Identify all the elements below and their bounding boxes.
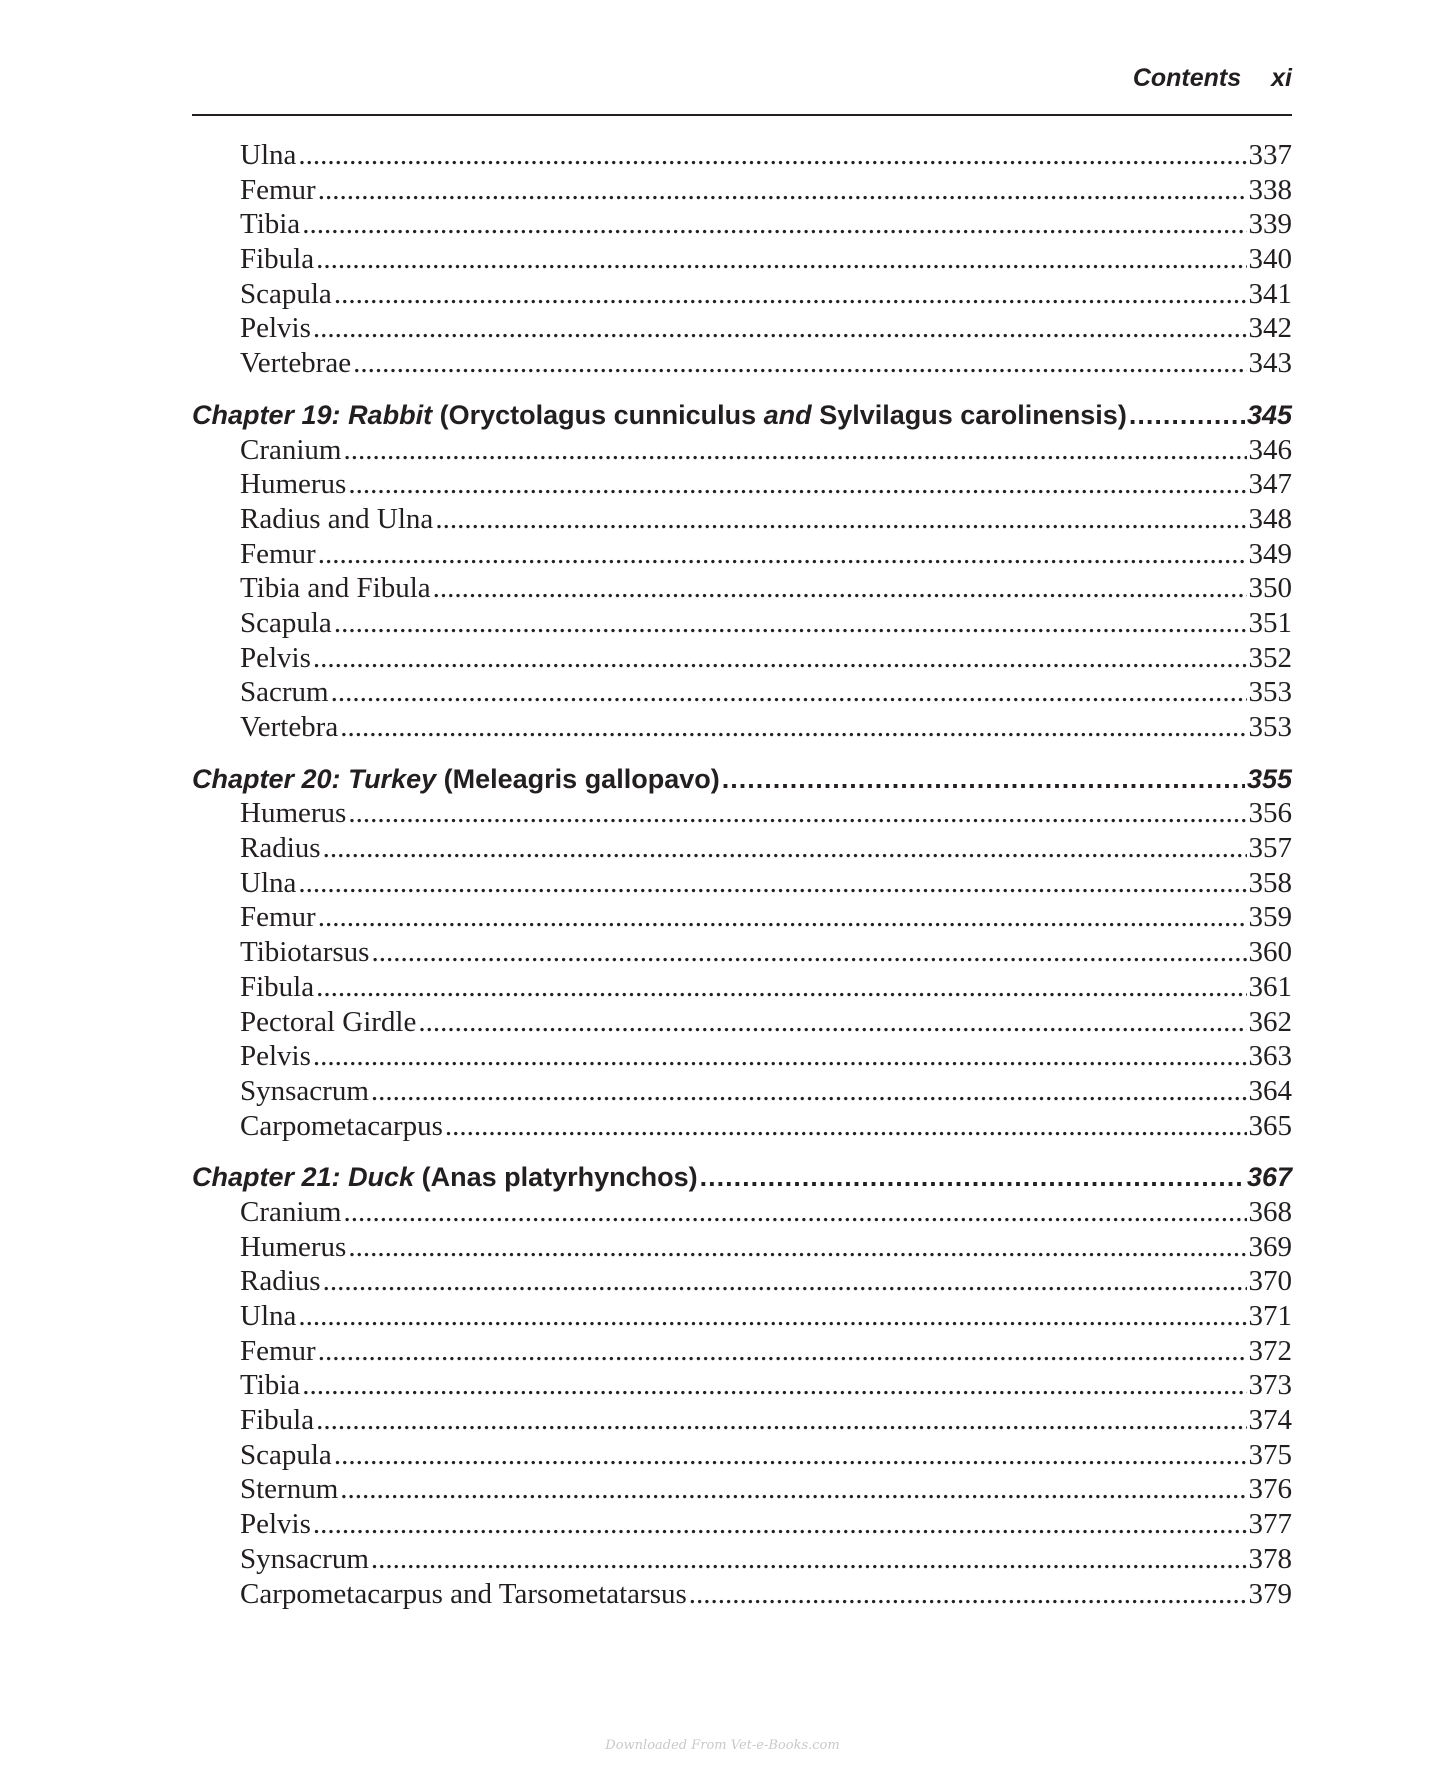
toc-entry-label: Scapula [240, 1438, 332, 1471]
chapter-heading[interactable] [192, 1160, 1292, 1195]
toc-entry-page-number: 349 [1248, 537, 1292, 570]
toc-entry-page-number: 368 [1248, 1195, 1292, 1228]
toc-entry-page-number: 339 [1248, 208, 1292, 241]
toc-entry[interactable] [192, 502, 1292, 537]
toc-entry-page-number: 369 [1248, 1230, 1292, 1263]
footer-watermark: Downloaded From Vet-e-Books.com [605, 1738, 840, 1753]
toc-entry[interactable] [192, 641, 1292, 676]
toc-entry-page-number: 343 [1248, 347, 1292, 380]
toc-entry-label: Pectoral Girdle [240, 1005, 417, 1038]
toc-entry[interactable] [192, 433, 1292, 468]
dot-leader [302, 207, 1246, 242]
toc-entry-label: Carpometacarpus [240, 1109, 443, 1142]
toc-entry-page-number: 363 [1248, 1040, 1292, 1073]
dot-leader [331, 675, 1247, 710]
toc-entry-label: Fibula [240, 970, 315, 1003]
toc-entry[interactable] [192, 831, 1292, 866]
dot-leader [334, 277, 1247, 312]
toc-entry-page-number: 347 [1248, 468, 1292, 501]
toc-entry-label: Femur [240, 901, 316, 934]
toc-entry-page-number: 378 [1248, 1542, 1292, 1575]
dot-leader [313, 1039, 1247, 1074]
toc-entry[interactable] [192, 1438, 1292, 1473]
toc-entry-page-number: 342 [1248, 312, 1292, 345]
chapter-name: Rabbit [348, 399, 433, 430]
dot-leader [433, 571, 1247, 606]
toc-entry[interactable] [192, 1472, 1292, 1507]
toc-entry-page-number: 372 [1248, 1334, 1292, 1367]
toc-entry-label: Pelvis [240, 312, 311, 345]
toc-entry[interactable] [192, 1577, 1292, 1612]
toc-entry-label: Sternum [240, 1473, 339, 1506]
toc-entry[interactable] [192, 242, 1292, 277]
toc-entry[interactable] [192, 1230, 1292, 1265]
toc-entry-page-number: 350 [1248, 572, 1292, 605]
toc-entry-page-number: 340 [1248, 243, 1292, 276]
toc-entry-label: Humerus [240, 468, 347, 501]
toc-entry[interactable] [192, 311, 1292, 346]
toc-entry-label: Vertebrae [240, 347, 352, 380]
toc-entry[interactable] [192, 1334, 1292, 1369]
toc-entry-label: Cranium [240, 433, 342, 466]
chapter-species-secondary: Sylvilagus carolinensis) [819, 399, 1127, 430]
toc-entry-label: Scapula [240, 606, 332, 639]
toc-entry-page-number: 356 [1248, 797, 1292, 830]
toc-entry-label: Vertebra [240, 711, 339, 743]
header-title: Contents [1132, 64, 1242, 92]
toc-entry-page-number: 374 [1248, 1404, 1292, 1437]
toc-entry-label: Radius [240, 1265, 321, 1298]
dot-leader [334, 606, 1247, 641]
toc-entry[interactable] [192, 675, 1292, 710]
dot-leader [318, 1334, 1247, 1369]
toc-entry[interactable] [192, 935, 1292, 970]
chapter-number: Chapter 20: [192, 763, 341, 794]
dot-leader [353, 346, 1246, 381]
chapter-species: (Oryctolagus cunniculus [439, 399, 757, 430]
toc-entry-page-number: 373 [1248, 1369, 1292, 1402]
dot-leader [371, 1542, 1247, 1577]
toc-entry[interactable] [192, 1403, 1292, 1438]
toc-entry-label: Pelvis [240, 1040, 311, 1073]
toc-entry[interactable] [192, 138, 1292, 173]
toc-entry-label: Tibia [240, 1369, 301, 1402]
header-page-number: xi [1271, 64, 1292, 92]
chapter-name: Duck [348, 1162, 415, 1193]
chapter-species: (Meleagris gallopavo) [443, 763, 720, 794]
toc-entry-page-number: 377 [1248, 1508, 1292, 1541]
dot-leader [298, 1299, 1246, 1334]
toc-entry-label: Fibula [240, 1404, 315, 1437]
dot-leader [371, 1074, 1247, 1109]
dot-leader [344, 1195, 1247, 1230]
toc-entry-label: Ulna [240, 139, 297, 171]
toc-entry[interactable] [192, 970, 1292, 1005]
toc-entry-label: Radius and Ulna [240, 502, 434, 535]
chapter-species: (Anas platyrhynchos) [421, 1162, 698, 1193]
dot-leader [313, 311, 1247, 346]
dot-leader [689, 1577, 1247, 1612]
toc-entry[interactable] [192, 277, 1292, 312]
toc-entry[interactable] [192, 606, 1292, 641]
toc-entry-label: Radius [240, 832, 321, 865]
dot-leader [318, 537, 1247, 572]
toc-entry-page-number: 370 [1248, 1265, 1292, 1298]
running-header [192, 64, 1292, 116]
dot-leader [298, 866, 1246, 901]
toc-entry[interactable] [192, 1264, 1292, 1299]
dot-leader [318, 173, 1247, 208]
toc-entry-page-number: 341 [1248, 277, 1292, 310]
dot-leader [340, 1472, 1246, 1507]
dot-leader [313, 641, 1247, 676]
dot-leader [316, 242, 1246, 277]
toc-entry[interactable] [192, 1507, 1292, 1542]
toc-entry-label: Tibiotarsus [240, 936, 370, 969]
toc-entry-page-number: 352 [1248, 641, 1292, 674]
dot-leader [316, 1403, 1246, 1438]
toc-entry[interactable] [192, 173, 1292, 208]
toc-entry-label: Tibia [240, 208, 301, 241]
toc-entry-page-number: 364 [1248, 1074, 1292, 1107]
dot-leader [313, 1507, 1247, 1542]
toc-entry-label: Pelvis [240, 1508, 311, 1541]
chapter-heading[interactable] [192, 398, 1292, 433]
toc-entry-page-number: 359 [1248, 901, 1292, 934]
dot-leader [418, 1005, 1246, 1040]
toc-entry-label: Ulna [240, 1300, 297, 1332]
toc-entry[interactable] [192, 571, 1292, 606]
toc-entry-page-number: 346 [1248, 433, 1292, 466]
chapter-heading[interactable] [192, 762, 1292, 797]
toc-entry[interactable] [192, 1074, 1292, 1109]
toc-entry[interactable] [192, 1299, 1292, 1334]
toc-entry-page-number: 348 [1248, 502, 1292, 535]
dot-leader [334, 1438, 1247, 1473]
dot-leader [348, 467, 1246, 502]
toc-entry-page-number: 365 [1248, 1109, 1292, 1142]
toc-entry[interactable] [192, 710, 1292, 745]
toc-entry-label: Humerus [240, 797, 347, 830]
toc-entry-page-number: 353 [1248, 676, 1292, 709]
toc-entry[interactable] [192, 207, 1292, 242]
toc-entry-page-number: 362 [1248, 1005, 1292, 1038]
dot-leader [371, 935, 1246, 970]
dot-leader [323, 831, 1247, 866]
chapter-page-number: 345 [1246, 399, 1292, 430]
dot-leader [344, 433, 1247, 468]
dot-leader [722, 762, 1245, 797]
toc-entry[interactable] [192, 1368, 1292, 1403]
chapter-name: Turkey [348, 763, 437, 794]
toc-entry-page-number: 361 [1248, 970, 1292, 1003]
toc-entry-label: Synsacrum [240, 1074, 369, 1107]
toc-entry-page-number: 379 [1248, 1577, 1292, 1610]
toc-entry[interactable] [192, 866, 1292, 901]
dot-leader [318, 900, 1247, 935]
toc-entry-label: Scapula [240, 277, 332, 310]
toc-entry[interactable] [192, 1005, 1292, 1040]
toc-entry[interactable] [192, 467, 1292, 502]
dot-leader [1129, 398, 1245, 433]
dot-leader [323, 1264, 1247, 1299]
dot-leader [316, 970, 1246, 1005]
toc-entry[interactable] [192, 796, 1292, 831]
toc-entry-label: Tibia and Fibula [240, 572, 431, 605]
toc-entry-label: Humerus [240, 1230, 347, 1263]
toc-entry-label: Femur [240, 537, 316, 570]
toc-entry-page-number: 338 [1248, 173, 1292, 206]
toc-entry-label: Fibula [240, 243, 315, 276]
toc-entry[interactable] [192, 537, 1292, 572]
toc-entry-page-number: 353 [1248, 711, 1292, 743]
toc-entry-page-number: 371 [1248, 1300, 1292, 1332]
table-of-contents [192, 138, 1292, 1611]
toc-entry[interactable] [192, 1109, 1292, 1144]
chapter-conjunction: and [763, 399, 812, 430]
toc-entry-label: Femur [240, 173, 316, 206]
toc-entry-page-number: 351 [1248, 606, 1292, 639]
toc-entry-page-number: 337 [1248, 139, 1292, 171]
dot-leader [302, 1368, 1246, 1403]
toc-entry-label: Carpometacarpus and Tarsometatarsus [240, 1577, 687, 1610]
toc-entry-page-number: 358 [1248, 866, 1292, 899]
toc-entry-page-number: 376 [1248, 1473, 1292, 1506]
chapter-number: Chapter 19: [192, 399, 341, 430]
toc-entry[interactable] [192, 1039, 1292, 1074]
toc-entry[interactable] [192, 1542, 1292, 1577]
dot-leader [445, 1109, 1247, 1144]
toc-entry[interactable] [192, 1195, 1292, 1230]
chapter-number: Chapter 21: [192, 1162, 341, 1193]
toc-entry[interactable] [192, 900, 1292, 935]
toc-entry-label: Pelvis [240, 641, 311, 674]
dot-leader [348, 796, 1246, 831]
toc-entry-label: Femur [240, 1334, 316, 1367]
toc-entry-page-number: 357 [1248, 832, 1292, 865]
toc-entry-label: Sacrum [240, 676, 329, 709]
toc-entry-label: Cranium [240, 1195, 342, 1228]
toc-entry-page-number: 360 [1248, 936, 1292, 969]
dot-leader [298, 138, 1246, 173]
dot-leader [348, 1230, 1246, 1265]
dot-leader [340, 710, 1246, 745]
dot-leader [435, 502, 1246, 537]
dot-leader [700, 1160, 1245, 1195]
toc-entry-page-number: 375 [1248, 1438, 1292, 1471]
toc-entry[interactable] [192, 346, 1292, 381]
chapter-page-number: 367 [1246, 1162, 1292, 1193]
toc-entry-label: Ulna [240, 866, 297, 899]
toc-entry-label: Synsacrum [240, 1542, 369, 1575]
chapter-page-number: 355 [1246, 763, 1292, 794]
